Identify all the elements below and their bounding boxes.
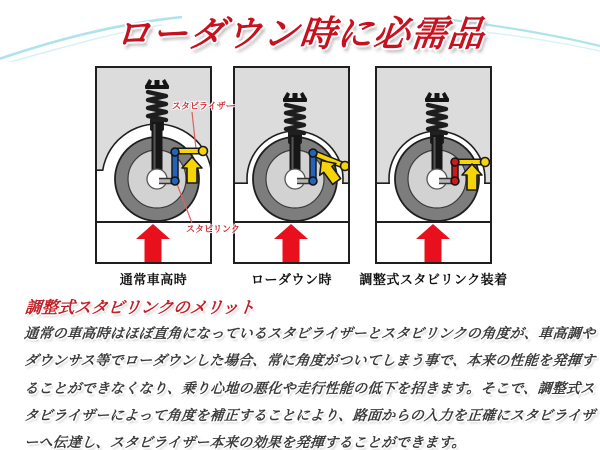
force-arrow-red xyxy=(136,224,170,262)
caption-lowered: ローダウン時 xyxy=(250,272,332,287)
article-line: タビライザーによって角度を補正することにより、路面からの入力を正確にスタビライザ xyxy=(23,406,597,423)
stabilink-label: スタビリンク xyxy=(186,224,240,234)
force-arrow-red xyxy=(274,224,308,262)
article-line: ることができなくなり、乗り心地の悪化や走行性能の低下を招きます。そこで、調整式ス xyxy=(23,379,596,396)
article-line: ダウンサス等でローダウンした場合、常に角度がついてしまう事で、本来の性能を発揮す xyxy=(23,352,597,369)
diagram-lowered xyxy=(233,65,350,265)
article-body xyxy=(23,320,598,450)
diagram-adjustable-link xyxy=(375,65,492,265)
stabilizer-link xyxy=(171,148,179,185)
article-line: 通常の車高時はほぼ直角になっているスタビライザーとスタビリンクの角度が、車高調や xyxy=(23,325,597,341)
diagram-normal-height xyxy=(95,65,212,265)
stabilizer-label: スタビライザー xyxy=(172,101,235,111)
caption-adjustable-link: 調整式スタビリンク装着 xyxy=(359,272,508,287)
article-line: ーへ伝達し、スタビライザー本来の効果を発揮することができます。 xyxy=(23,434,467,450)
page-title: ローダウン時に必需品 xyxy=(112,13,487,54)
force-arrow-red xyxy=(416,224,450,262)
adjustable-stabilizer-link xyxy=(451,158,459,185)
caption-normal-height: 通常車高時 xyxy=(119,272,188,287)
article-heading: 調整式スタビリンクのメリット xyxy=(24,299,257,317)
stabilizer-link xyxy=(309,149,317,185)
stabilizer-bar xyxy=(175,147,208,156)
